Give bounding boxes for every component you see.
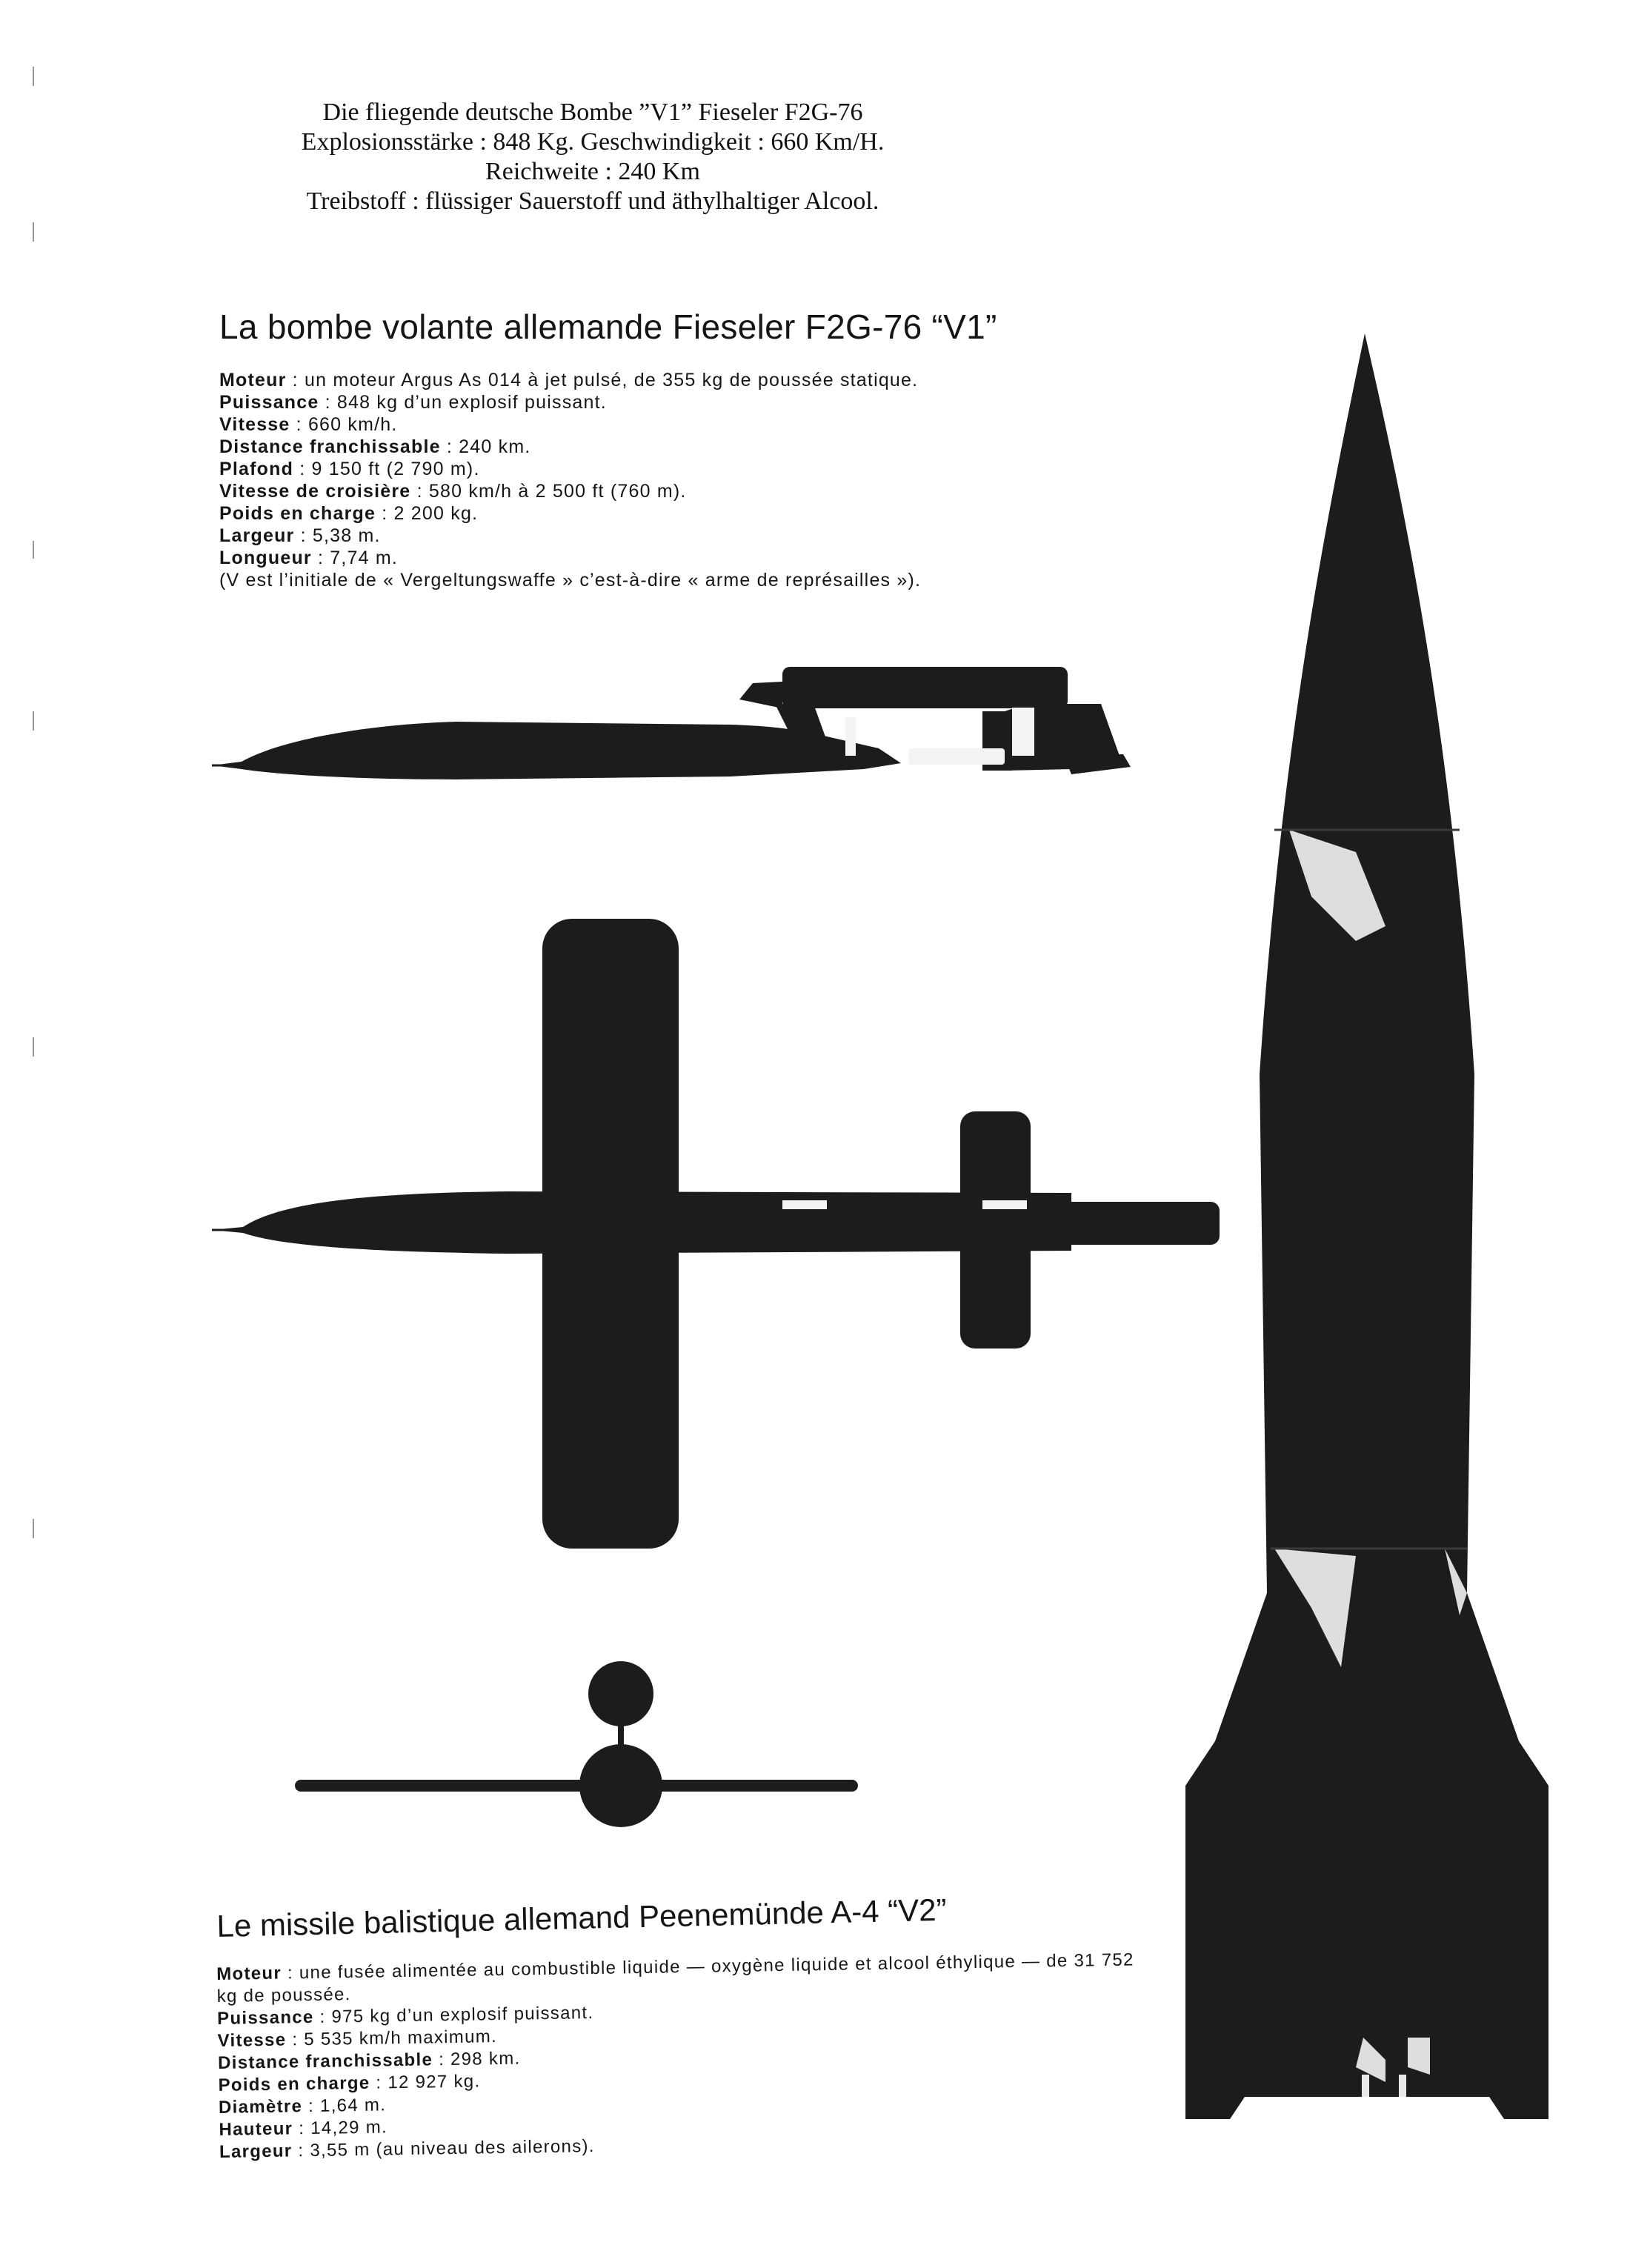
scan-margin-mark — [33, 1519, 34, 1538]
spec-note: (V est l’initiale de « Vergeltungswaffe » c’est-à-dire « arme de représailles »). — [219, 570, 922, 591]
spec-label: Poids en charge — [219, 503, 376, 524]
v1-side-view-illustration — [212, 637, 1220, 808]
spec-value: : 1,64 m. — [302, 2095, 387, 2117]
spec-label: Moteur — [216, 1963, 282, 1984]
scan-margin-mark — [33, 67, 34, 86]
spec-value: : 660 km/h. — [290, 414, 398, 435]
spec-label: Largeur — [219, 525, 295, 546]
v2-rocket-illustration — [1163, 333, 1637, 2126]
scan-margin-mark — [33, 1037, 34, 1057]
spec-line — [219, 413, 1242, 436]
spec-label: Vitesse — [219, 414, 290, 435]
spec-value: : 7,74 m. — [311, 548, 399, 568]
spec-line — [219, 480, 1242, 502]
spec-value: : 14,29 m. — [293, 2117, 388, 2139]
v1-title: La bombe volante allemande Fieseler F2G-76 “V1” — [219, 307, 997, 346]
spec-value: : un moteur Argus As 014 à jet pulsé, de 355 kg de poussée statique. — [286, 370, 919, 390]
spec-label: Poids en charge — [218, 2072, 370, 2095]
v2-spec-list — [216, 1949, 1182, 2164]
spec-value: : 3,55 m (au niveau des ailerons). — [292, 2136, 595, 2161]
spec-label: Hauteur — [219, 2118, 293, 2140]
v1-top-view-illustration — [212, 919, 1220, 1556]
spec-value: : 240 km. — [440, 436, 531, 457]
spec-value: : 2 200 kg. — [376, 503, 479, 524]
spec-label: Longueur — [219, 548, 312, 568]
spec-label: Moteur — [219, 370, 287, 390]
spec-label: Diamètre — [218, 2096, 303, 2118]
spec-label: Largeur — [219, 2141, 293, 2162]
german-caption-line: Explosionsstärke : 848 Kg. Geschwindigkeit : 660 Km/H. — [301, 128, 885, 156]
spec-value: : 298 km. — [432, 2048, 521, 2070]
spec-label: Plafond — [219, 459, 294, 479]
spec-label: Vitesse — [217, 2029, 287, 2051]
scan-margin-mark — [33, 222, 34, 242]
spec-label: Vitesse de croisière — [219, 481, 411, 502]
spec-value: : 9 150 ft (2 790 m). — [293, 459, 480, 479]
german-caption-line: Die fliegende deutsche Bombe ”V1” Fieseler F2G-76 — [322, 99, 863, 126]
spec-label: Distance franchissable — [219, 436, 441, 457]
scan-margin-mark — [33, 711, 34, 731]
spec-value: : 12 927 kg. — [370, 2071, 481, 2093]
german-caption-line: Reichweite : 240 Km — [485, 158, 700, 185]
german-caption — [222, 98, 963, 216]
spec-value: : 848 kg d’un explosif puissant. — [319, 392, 607, 413]
v2-title: Le missile balistique allemand Peenemünde A-4 “V2” — [216, 1892, 948, 1943]
spec-line — [219, 436, 1242, 458]
spec-value: : 5,38 m. — [294, 525, 381, 546]
v1-spec-list — [219, 369, 1242, 591]
scan-margin-mark — [33, 541, 34, 559]
spec-label: Puissance — [216, 2006, 314, 2029]
spec-line — [219, 369, 1242, 391]
spec-label: Puissance — [219, 392, 319, 413]
spec-line — [219, 458, 1242, 480]
spec-line — [219, 391, 1242, 413]
german-caption-line: Treibstoff : flüssiger Sauerstoff und äthylhaltiger Alcool. — [306, 187, 879, 215]
spec-value: : une fusée alimentée au combustible liquide — oxygène liquide et alcool éthylique — de 31 752 kg de poussée. — [216, 1949, 1134, 2006]
spec-line — [219, 502, 1242, 525]
v1-front-view-illustration — [295, 1652, 858, 1845]
spec-line — [219, 525, 1242, 547]
spec-line — [219, 547, 1242, 569]
spec-value: : 5 535 km/h maximum. — [286, 2026, 498, 2050]
spec-value: : 580 km/h à 2 500 ft (760 m). — [410, 481, 687, 502]
spec-value: : 975 kg d’un explosif puissant. — [313, 2003, 594, 2027]
spec-label: Distance franchissable — [217, 2049, 433, 2073]
